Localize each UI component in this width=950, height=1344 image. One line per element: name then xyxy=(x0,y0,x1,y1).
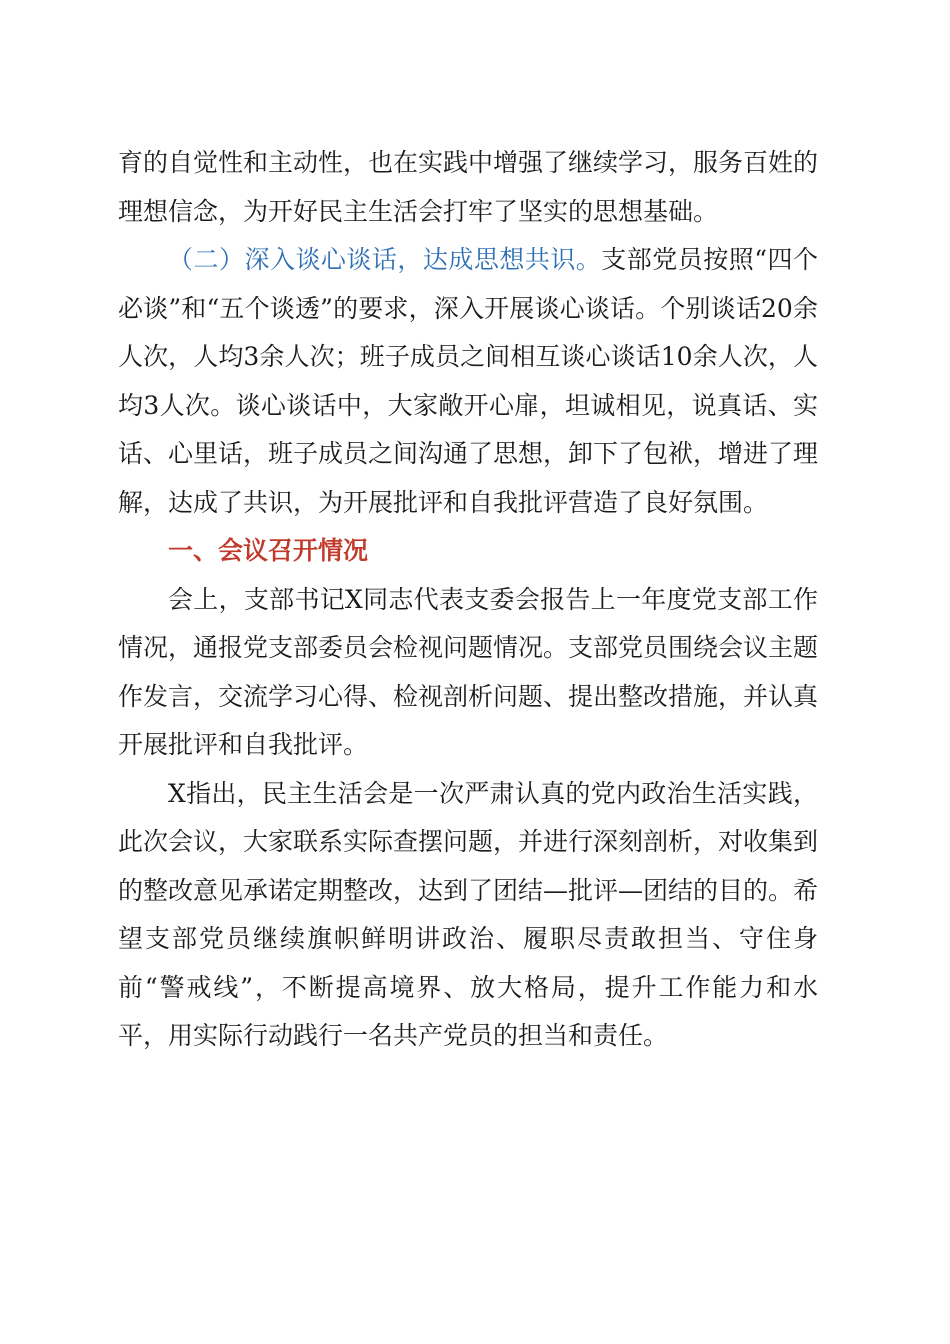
document-body xyxy=(118,139,818,1061)
paragraph-continued: 育的自觉性和主动性，也在实践中增强了继续学习，服务百姓的理想信念，为开好民主生活会打牢了坚实的思想基础。 xyxy=(118,148,819,226)
paragraph-meeting: 会上，支部书记X同志代表支委会报告上一年度党支部工作情况，通报党支部委员会检视问题情况。支部党员围绕会议主题作发言，交流学习心得、检视剖析问题、提出整改措施，并认真开展批评和自我批评。 xyxy=(118,584,819,759)
paragraph-talks-text: 支部党员按照“四个必谈”和“五个谈透”的要求，深入开展谈心谈话。个别谈话20余人次，人均3余人次；班子成员之间相互谈心谈话10余人次，人均3人次。谈心谈话中，大家敞开心扉，坦诚相见，说真话、实话、心里话，班子成员之间沟通了思想，卸下了包袱，增进了理解，达成了共识，为开展批评和自我批评营造了良好氛围。 xyxy=(118,245,819,517)
subheading-talks: （二）深入谈心谈话，达成思想共识。 xyxy=(168,245,602,274)
paragraph-talks xyxy=(118,236,818,527)
section-heading-meeting: 一、会议召开情况 xyxy=(168,536,369,565)
paragraph-summary: X指出，民主生活会是一次严肃认真的党内政治生活实践，此次会议，大家联系实际查摆问题，并进行深刻剖析，对收集到的整改意见承诺定期整改，达到了团结—批评—团结的目的。希望支部党员继续旗帜鲜明讲政治、履职尽责敢担当、守住身前“警戒线”，不断提高境界、放大格局，提升工作能力和水平，用实际行动践行一名共产党员的担当和责任。 xyxy=(118,778,819,1050)
